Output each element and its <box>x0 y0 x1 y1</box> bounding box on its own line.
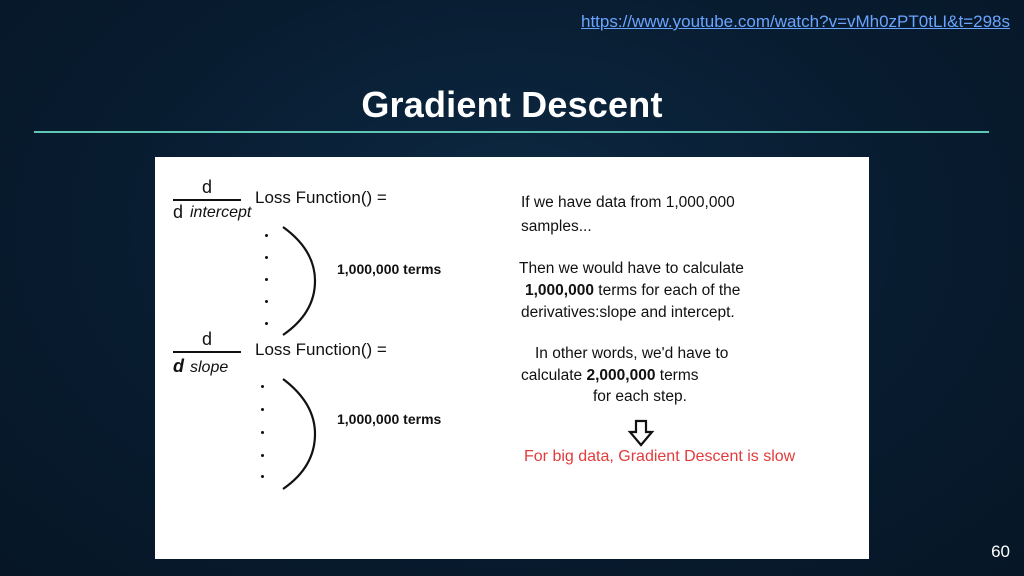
explain-bold-count: 1,000,000 <box>525 282 594 299</box>
bottom-terms-label: 1,000,000 terms <box>337 411 442 427</box>
dot <box>265 234 268 237</box>
explain-line-2b <box>525 282 740 300</box>
dot <box>261 475 264 478</box>
content-panel <box>155 157 869 559</box>
bottom-loss-function: Loss Function() = <box>255 340 387 359</box>
explain-line-3c: for each step. <box>593 388 687 405</box>
top-denominator-d: d <box>173 202 184 222</box>
explain-line-2c: derivatives:slope and intercept. <box>521 304 735 321</box>
explain-line-2a: Then we would have to calculate <box>519 260 744 277</box>
dot <box>265 322 268 325</box>
explain-line-3b-pre: calculate <box>521 367 587 384</box>
bottom-denominator-var: slope <box>190 359 229 376</box>
dot <box>265 278 268 281</box>
bottom-fraction-bar <box>173 351 241 353</box>
down-arrow-icon <box>627 419 655 447</box>
top-fraction-bar <box>173 199 241 201</box>
explain-line-3b <box>521 367 699 385</box>
bottom-numerator: d <box>202 329 213 349</box>
explain-line-3a: In other words, we'd have to <box>535 345 729 362</box>
page-number: 60 <box>991 542 1010 561</box>
explain-bold-total: 2,000,000 <box>586 367 656 384</box>
bottom-denominator-d: d <box>173 356 184 376</box>
explain-line-2b-rest: terms for each of the <box>593 282 741 299</box>
title-divider <box>34 131 989 133</box>
top-brace <box>275 225 335 337</box>
top-denominator-var: intercept <box>190 204 252 221</box>
dot <box>261 408 264 411</box>
source-link[interactable]: https://www.youtube.com/watch?v=vMh0zPT0tLI&t=298s <box>581 12 1010 31</box>
conclusion-text: For big data, Gradient Descent is slow <box>524 448 796 465</box>
top-terms-label: 1,000,000 terms <box>337 261 442 277</box>
bottom-brace <box>275 377 335 492</box>
top-loss-function: Loss Function() = <box>255 188 387 207</box>
explain-line-1b: samples... <box>521 218 592 235</box>
dot <box>261 385 264 388</box>
explain-line-3b-post: terms <box>655 367 699 384</box>
dot <box>265 256 268 259</box>
dot <box>261 431 264 434</box>
explain-line-1a: If we have data from 1,000,000 <box>521 194 735 211</box>
dot <box>261 454 264 457</box>
top-numerator: d <box>202 177 213 197</box>
dot <box>265 300 268 303</box>
slide-title: Gradient Descent <box>361 84 663 125</box>
